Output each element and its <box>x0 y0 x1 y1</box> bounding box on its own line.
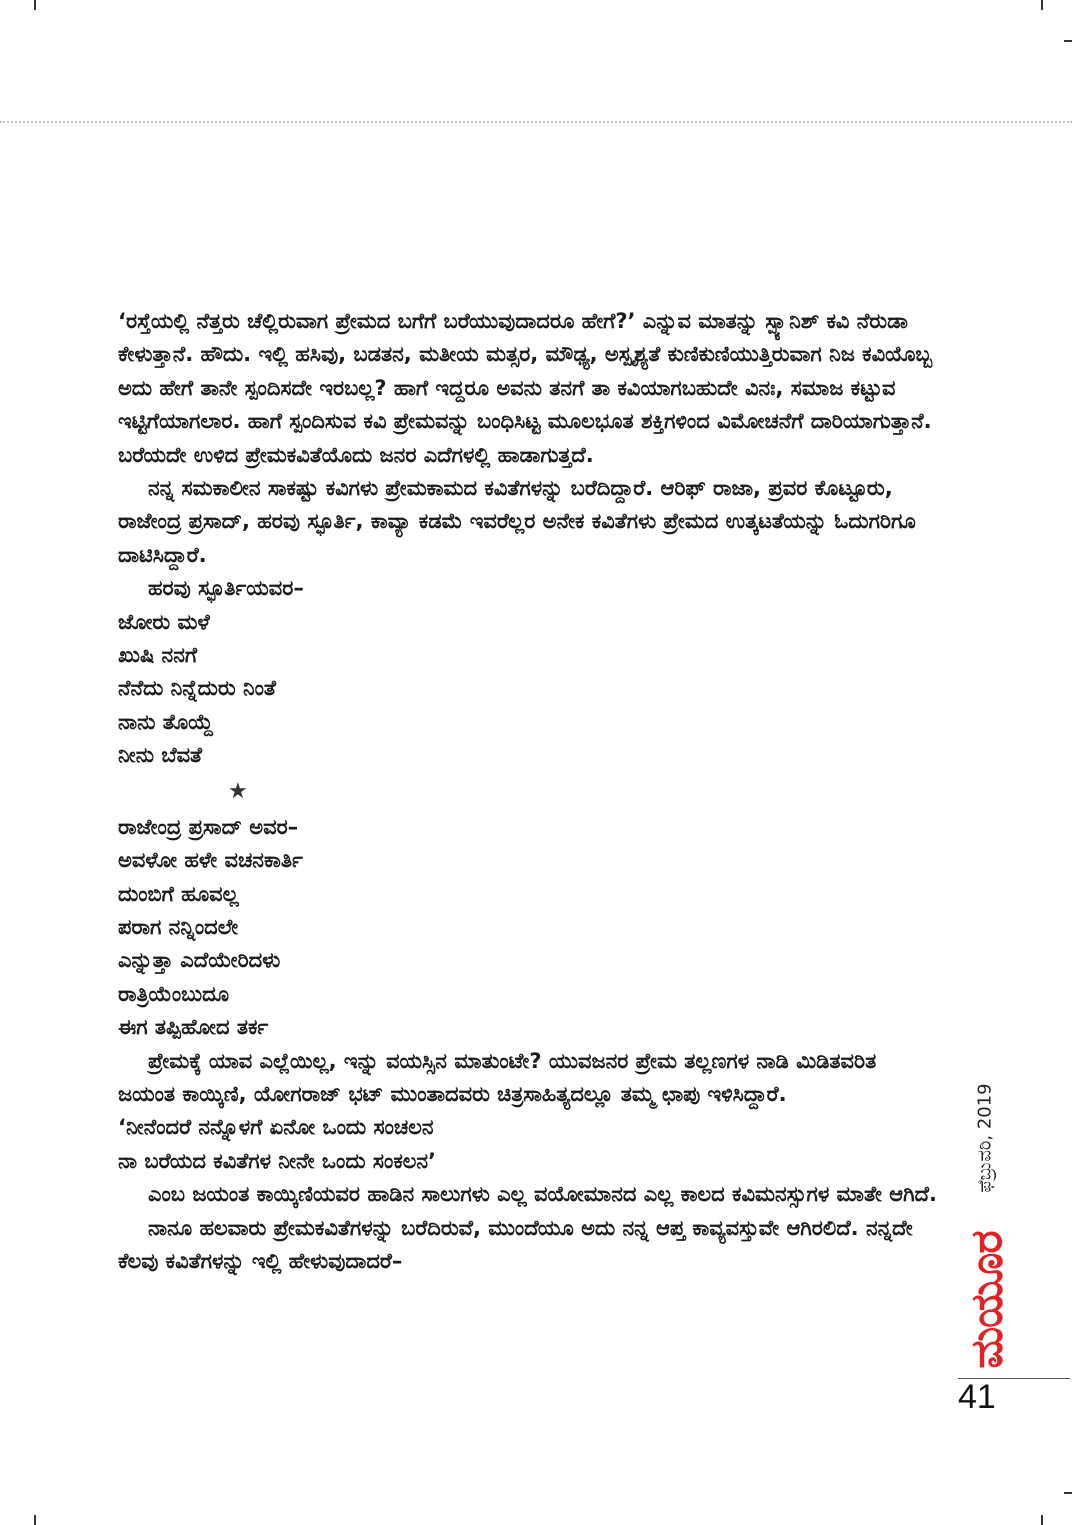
poem-line: ಅವಳೋ ಹಳೇ ವಚನಕಾರ್ತಿ <box>118 848 303 873</box>
paragraph-film-lyrics: ಪ್ರೇಮಕ್ಕೆ ಯಾವ ಎಲ್ಲೆಯಿಲ್ಲ, ಇನ್ನು ವಯಸ್ಸಿನ ಮಾತುಂಟೇ? ಯುವಜನರ ಪ್ರೇಮ ತಲ್ಲಣಗಳ ನಾಡಿ ಮಿಡಿತವರಿತ ಜಯಂತ ಕಾಯ್ಕಿಣಿ, ಯೋಗರಾಜ್ ಭಟ್ ಮುಂತಾದವರು ಚಿತ್ರಸಾಹಿತ್ಯದಲ್ಲೂ ತಮ್ಮ ಛಾಪು ಇಳಿಸಿದ್ದಾರೆ. <box>118 1048 877 1106</box>
poem-line: ಪರಾಗ ನನ್ನಿಂದಲೇ <box>118 914 239 939</box>
magazine-logo <box>957 1220 1017 1380</box>
article-body <box>118 305 938 1278</box>
crop-mark-right-top <box>1064 40 1072 42</box>
issue-date <box>965 1068 1005 1208</box>
paragraph-neruda: ‘ರಸ್ತೆಯಲ್ಲಿ ನೆತ್ತರು ಚೆಲ್ಲಿರುವಾಗ ಪ್ರೇಮದ ಬಗೆಗೆ ಬರೆಯುವುದಾದರೂ ಹೇಗೆ?’ ಎನ್ನುವ ಮಾತನ್ನು ಸ್ಪ್ಯಾನಿಶ್ ಕವಿ ನೆರುಡಾ ಕೇಳುತ್ತಾನೆ. ಹೌದು. ಇಲ್ಲಿ ಹಸಿವು, ಬಡತನ, ಮತೀಯ ಮತ್ಸರ, ಮೌಢ್ಯ, ಅಸ್ಪೃಶ್ಯತೆ ಕುಣಿಕುಣಿಯುತ್ತಿರುವಾಗ ನಿಜ ಕವಿಯೊಬ್ಬ ಅದು ಹೇಗೆ ತಾನೇ ಸ್ಪಂದಿಸದೇ ಇರಬಲ್ಲ? ಹಾಗೆ ಇದ್ದರೂ ಅವನು ತನಗೆ ತಾ ಕವಿಯಾಗಬಹುದೇ ವಿನಃ, ಸಮಾಜ ಕಟ್ಟುವ ಇಟ್ಟಿಗೆಯಾಗಲಾರ. ಹಾಗೆ ಸ್ಪಂದಿಸುವ ಕವಿ ಪ್ರೇಮವನ್ನು ಬಂಧಿಸಿಟ್ಟ ಮೂಲಭೂತ ಶಕ್ತಿಗಳಿಂದ ವಿಮೋಚನೆಗೆ ದಾರಿಯಾಗುತ್ತಾನೆ. ಬರೆಯದೇ ಉಳಿದ ಪ್ರೇಮಕವಿತೆಯೊದು ಜನರ ಎದೆಗಳಲ್ಲಿ ಹಾಡಾಗುತ್ತದೆ. <box>118 309 933 467</box>
poem1-intro: ಹರವು ಸ್ಫೂರ್ತಿಯವರ– <box>148 576 304 601</box>
star-separator-icon: ★ <box>228 778 248 804</box>
poem-line: ರಾಜೇಂದ್ರ ಪ್ರಸಾದ್ ಅವರ– <box>118 814 299 839</box>
header-dotted-rule <box>0 121 1072 123</box>
poem-line: ನೆನೆದು ನಿನ್ನೆದುರು ನಿಂತೆ <box>118 676 276 701</box>
poem-line: ನೀನು ಬೆವತೆ <box>118 743 203 768</box>
poem-line: ಈಗ ತಪ್ಪಿಹೋದ ತರ್ಕ <box>118 1015 269 1040</box>
poem-line: ಖುಷಿ ನನಗೆ <box>118 643 198 668</box>
crop-mark-right-bottom <box>1064 1492 1072 1494</box>
poem-line: ನಾನು ತೊಯ್ದೆ <box>118 709 214 734</box>
crop-mark-top-left <box>34 0 36 10</box>
poem-line: ಜೋರು ಮಳೆ <box>118 609 210 634</box>
page-number: 41 <box>958 1378 996 1416</box>
crop-mark-bottom-left <box>34 1515 36 1525</box>
quote-line: ‘ನೀನೆಂದರೆ ನನ್ನೊಳಗೆ ಏನೋ ಒಂದು ಸಂಚಲನ <box>118 1115 434 1140</box>
poem-line: ದುಂಬಿಗೆ ಹೂವಲ್ಲ <box>118 881 239 906</box>
quote-line: ನಾ ಬರೆಯದ ಕವಿತೆಗಳ ನೀನೇ ಒಂದು ಸಂಕಲನ’ <box>118 1148 437 1173</box>
crop-mark-top-right <box>1041 0 1043 10</box>
poem-line: ಎನ್ನುತ್ತಾ ಎದೆಯೇರಿದಳು <box>118 948 281 973</box>
paragraph-contemporaries: ನನ್ನ ಸಮಕಾಲೀನ ಸಾಕಷ್ಟು ಕವಿಗಳು ಪ್ರೇಮಕಾಮದ ಕವಿತೆಗಳನ್ನು ಬರೆದಿದ್ದಾರೆ. ಆರಿಫ್ ರಾಜಾ, ಪ್ರವರ ಕೊಟ್ಟೂರು, ರಾಜೇಂದ್ರ ಪ್ರಸಾದ್, ಹರವು ಸ್ಫೂರ್ತಿ, ಕಾವ್ಯಾ ಕಡಮೆ ಇವರೆಲ್ಲರ ಅನೇಕ ಕವಿತೆಗಳು ಪ್ರೇಮದ ಉತ್ಕಟತೆಯನ್ನು ಓದುಗರಿಗೂ ದಾಟಿಸಿದ್ದಾರೆ. <box>118 476 916 567</box>
quote-kaikini <box>118 1111 938 1178</box>
poem-harav-spoorthi <box>118 606 938 773</box>
poem-line: ರಾತ್ರಿಯೆಂಬುದೂ <box>118 981 230 1006</box>
paragraph-kaikini-lines: ಎಂಬ ಜಯಂತ ಕಾಯ್ಕಿಣಿಯವರ ಹಾಡಿನ ಸಾಲುಗಳು ಎಲ್ಲ ವಯೋಮಾನದ ಎಲ್ಲ ಕಾಲದ ಕವಿಮನಸ್ಸುಗಳ ಮಾತೇ ಆಗಿದೆ. <box>148 1182 937 1207</box>
crop-mark-bottom-right <box>1041 1515 1043 1525</box>
paragraph-own-poems: ನಾನೂ ಹಲವಾರು ಪ್ರೇಮಕವಿತೆಗಳನ್ನು ಬರೆದಿರುವೆ, ಮುಂದೆಯೂ ಅದು ನನ್ನ ಆಪ್ತ ಕಾವ್ಯವಸ್ತುವೇ ಆಗಿರಲಿದೆ. ನನ್ನದೇ ಕೆಲವು ಕವಿತೆಗಳನ್ನು ಇಲ್ಲಿ ಹೇಳುವುದಾದರೆ– <box>118 1215 913 1273</box>
poem-rajendra-prasad <box>118 811 938 1045</box>
magazine-logo-text: ಮಯೂರ <box>961 1231 1013 1369</box>
issue-date-text: ಫೆಬ್ರುವರಿ, 2019 <box>974 1083 996 1193</box>
